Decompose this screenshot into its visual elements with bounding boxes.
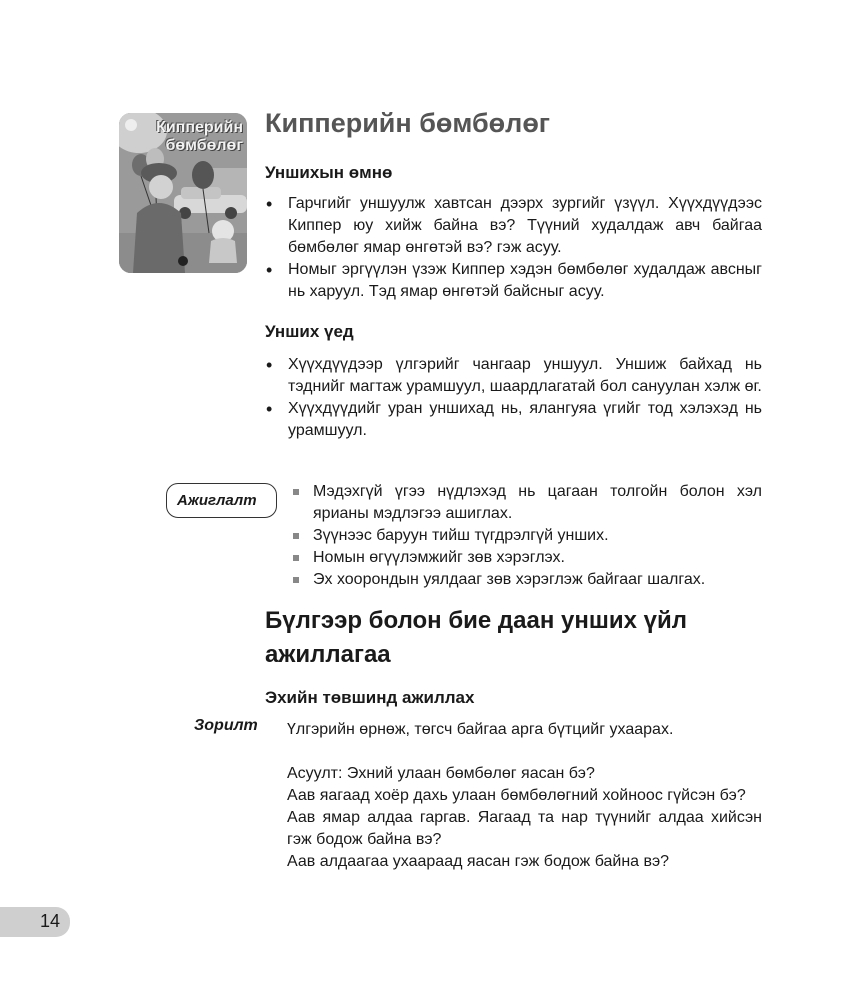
list-item: Номын өгүүлэмжийг зөв хэрэглэх. (290, 547, 762, 569)
section-heading-group-reading: Бүлгээр болон бие даан унших үйл ажиллагаа (265, 607, 687, 668)
observation-list (290, 481, 762, 591)
list-item: • Хүүхдүүдээр үлгэрийг чангаар уншуул. Уншиж байхад нь тэднийг магтаж урамшуул, шаардлагатай бол сануулан хэлж өг. (265, 354, 762, 398)
goal-text (287, 719, 762, 741)
observation-label: Ажиглалт (177, 492, 257, 509)
list-item: Эх хоорондын уялдааг зөв хэрэглэж байгааг шалгах. (290, 569, 762, 591)
page-number: 14 (40, 911, 61, 931)
list-item: Зүүнээс баруун тийш түгдрэлгүй унших. (290, 525, 762, 547)
list-item: • Гарчгийг уншуулж хавтсан дээрх зургийг үзүүл. Хүүхдүүдээс Киппер юу хийж байна вэ? Түүний худалдаж авч байгаа бөмбөлөг ямар өнгөтэй вэ? гэж асуу. (265, 193, 762, 259)
goal-description: Үлгэрийн өрнөж, төгсч байгаа арга бүтцийг ухаарах. (287, 721, 674, 738)
question: Аав яагаад хоёр дахь улаан бөмбөлөгний хойноос гүйсэн бэ? (287, 787, 746, 804)
section-heading-during-reading: Унших үед (265, 322, 354, 341)
list-item: • Хүүхдүүдийг уран уншихад нь, ялангуяа үгийг тод хэлэхэд нь урамшуул. (265, 398, 762, 442)
list-item: • Номыг эргүүлэн үзэж Киппер хэдэн бөмбөлөг худалдаж авсныг нь харуул. Тэд ямар өнгөтэй байсныг асуу. (265, 259, 762, 303)
cover-title-line1: Кипперийн (156, 119, 243, 136)
subheading-text-level: Эхийн төвшинд ажиллах (265, 688, 475, 707)
cover-title (143, 119, 243, 155)
section-heading-before-reading: Уншихын өмнө (265, 163, 393, 182)
question: Асуулт: Эхний улаан бөмбөлөг яасан бэ? (287, 765, 595, 782)
before-reading-list (265, 193, 762, 303)
list-item: Мэдэхгүй үгээ нүдлэхэд нь цагаан толгойн болон хэл ярианы мэдлэгээ ашиглах. (290, 481, 762, 525)
during-reading-list (265, 354, 762, 442)
question: Аав ямар алдаа гаргав. Яагаад та нар түүнийг алдаа хийсэн гэж бодож байна вэ? (287, 809, 762, 848)
goal-label: Зорилт (194, 717, 258, 734)
book-cover-image (119, 113, 247, 273)
cover-title-line2: бөмбөлөг (165, 137, 243, 154)
question: Аав алдаагаа ухаараад яасан гэж бодож байна вэ? (287, 853, 670, 870)
questions-block (287, 763, 762, 873)
page-title: Кипперийн бөмбөлөг (265, 108, 551, 138)
